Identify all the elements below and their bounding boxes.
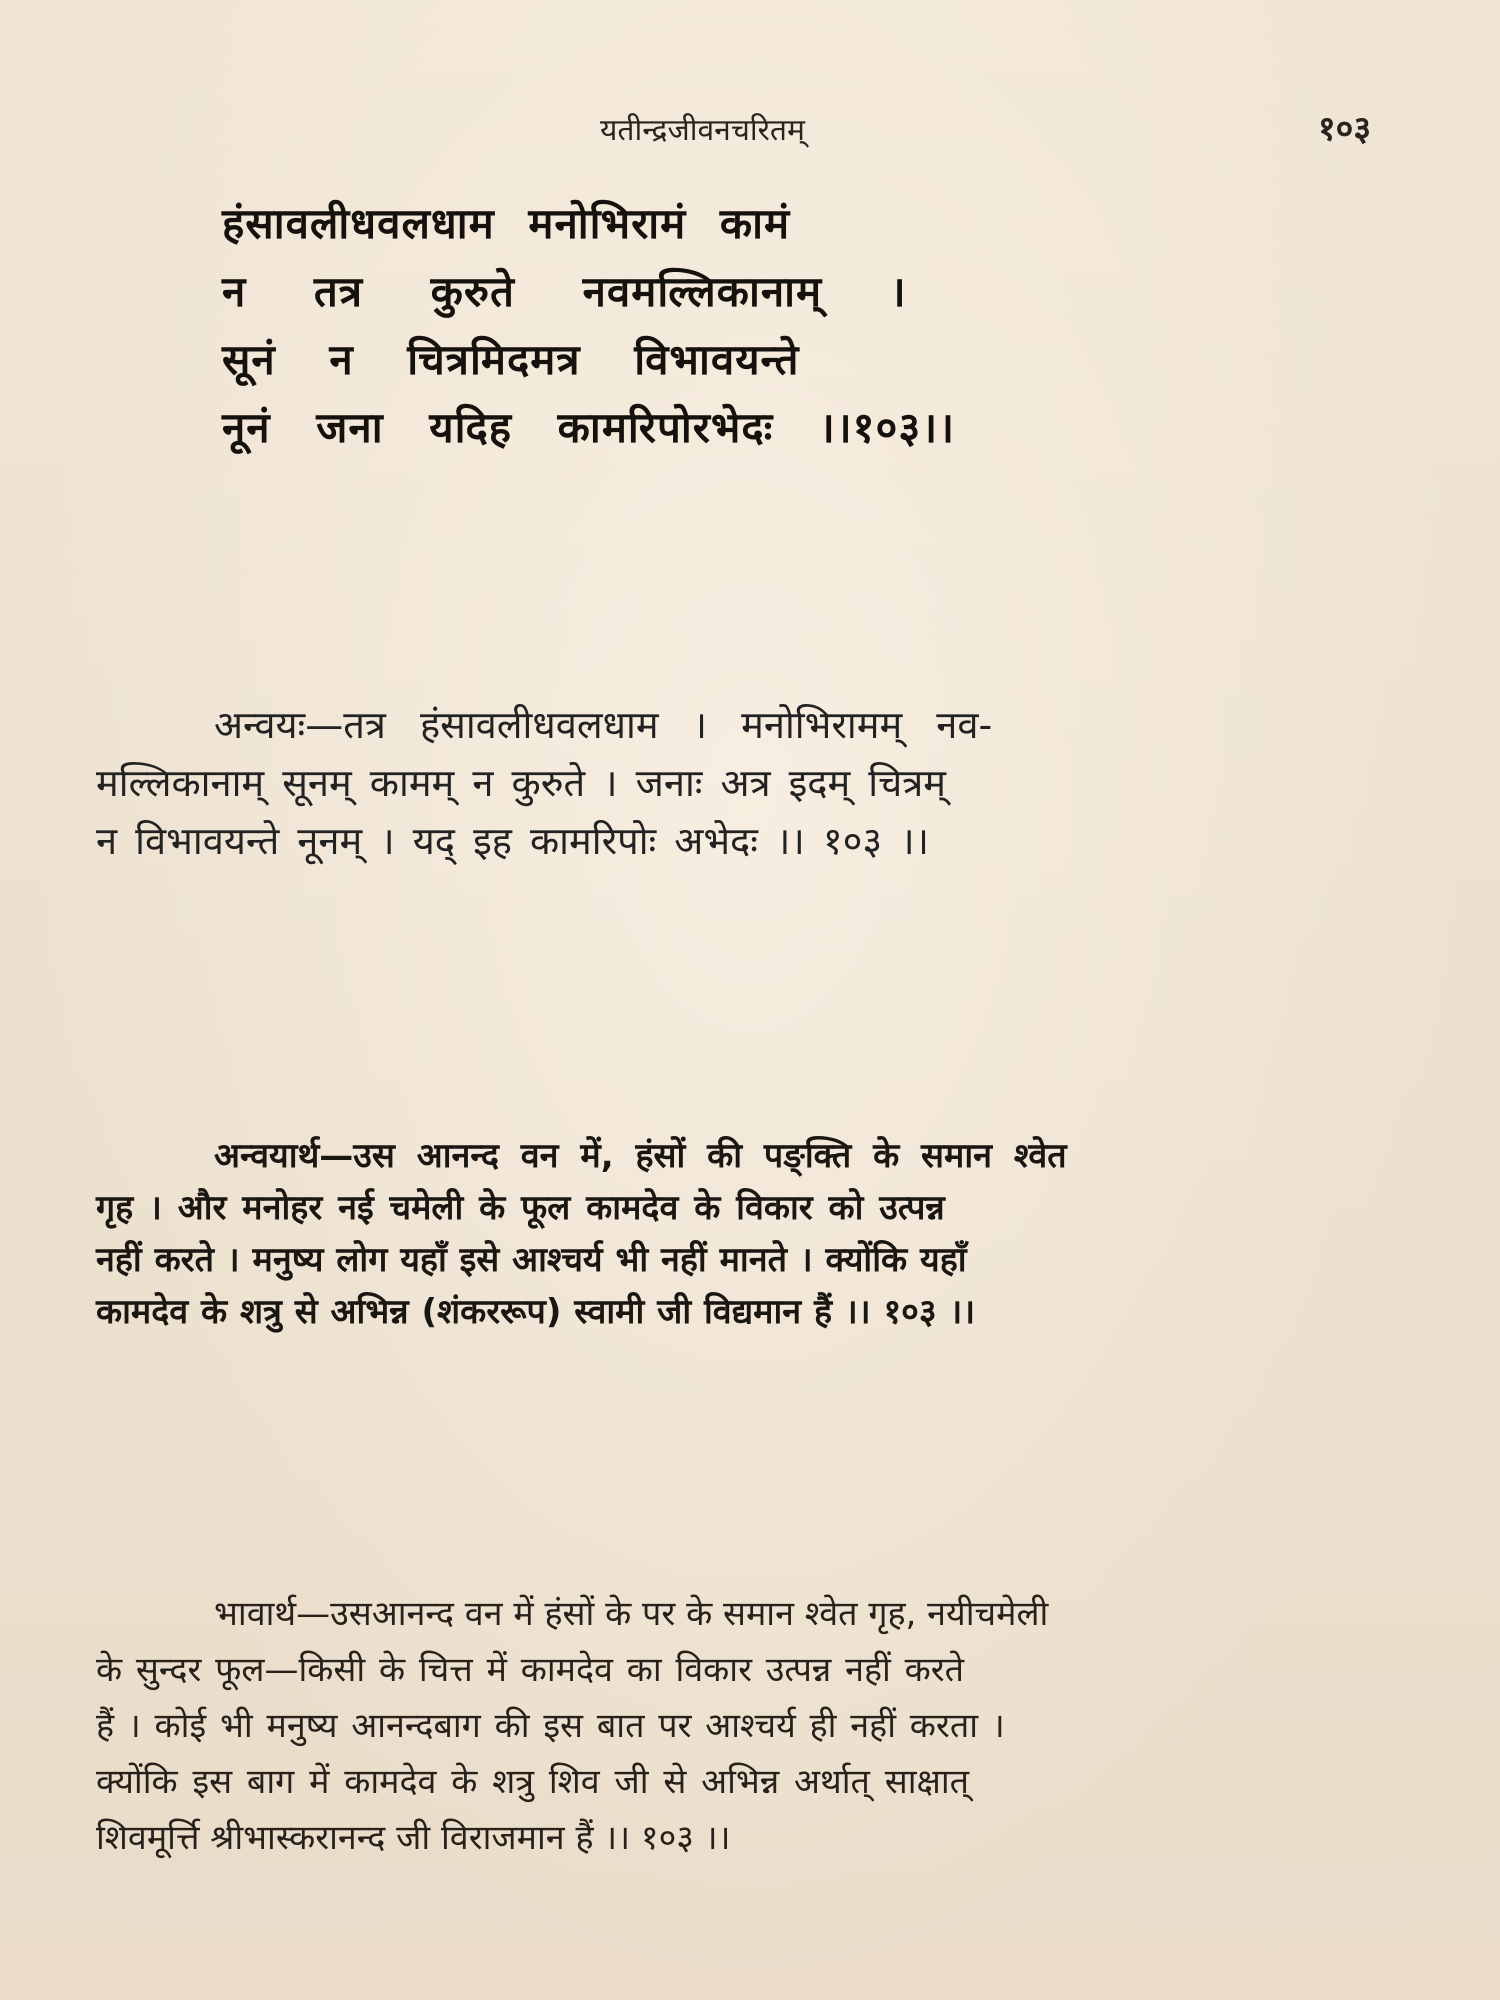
anvaya-paragraph bbox=[96, 696, 1406, 870]
page-number: १०३ bbox=[1318, 109, 1372, 149]
verse-line: न तत्र कुरुते नवमल्लिकानाम् । bbox=[222, 267, 907, 316]
anvayartha-line: कामदेव के शत्रु से अभिन्न (शंकररूप) स्वामी जी विद्यमान हैं ।। १०३ ।। bbox=[96, 1292, 976, 1332]
anvaya-line: मल्लिकानाम् सूनम् कामम् न कुरुते । जनाः अत्र इदम् चित्रम् bbox=[96, 761, 946, 805]
bhavartha-line: शिवमूर्त्ति श्रीभास्करानन्द जी विराजमान हैं ।। १०३ ।। bbox=[96, 1818, 731, 1858]
anvayartha-line: नहीं करते । मनुष्य लोग यहाँ इसे आश्चर्य भी नहीं मानते । क्योंकि यहाँ bbox=[96, 1240, 967, 1280]
sanskrit-verse bbox=[222, 190, 1262, 462]
anvayartha-line: गृह । और मनोहर नई चमेली के फूल कामदेव के विकार को उत्पन्न bbox=[96, 1188, 945, 1228]
anvaya-line: अन्वयः—तत्र हंसावलीधवलधाम । मनोभिरामम् नव- bbox=[214, 703, 993, 747]
anvayartha-line: अन्वयार्थ—उस आनन्द वन में, हंसों की पङ्क्ति के समान श्वेत bbox=[214, 1136, 1067, 1176]
anvayartha-paragraph bbox=[96, 1130, 1406, 1338]
bhavartha-paragraph bbox=[96, 1586, 1406, 1866]
running-title: यतीन्द्रजीवनचरितम् bbox=[600, 113, 805, 148]
bhavartha-line: क्योंकि इस बाग में कामदेव के शत्रु शिव जी से अभिन्न अर्थात् साक्षात् bbox=[96, 1762, 970, 1802]
bhavartha-line: के सुन्दर फूल—किसी के चित्त में कामदेव का विकार उत्पन्न नहीं करते bbox=[96, 1650, 965, 1690]
verse-line: हंसावलीधवलधाम मनोभिरामं कामं bbox=[222, 199, 791, 248]
verse-line: नूनं जना यदिह कामरिपोरभेदः ।।१०३।। bbox=[222, 403, 956, 452]
bhavartha-line: हैं । कोई भी मनुष्य आनन्दबाग की इस बात पर आश्चर्य ही नहीं करता । bbox=[96, 1706, 1005, 1746]
verse-line: सूनं न चित्रमिदमत्र विभावयन्ते bbox=[222, 335, 800, 384]
bhavartha-line: भावार्थ—उसआनन्द वन में हंसों के पर के समान श्वेत गृह, नयीचमेली bbox=[214, 1594, 1049, 1634]
anvaya-line: न विभावयन्ते नूनम् । यद् इह कामरिपोः अभेदः ।। १०३ ।। bbox=[96, 819, 930, 863]
